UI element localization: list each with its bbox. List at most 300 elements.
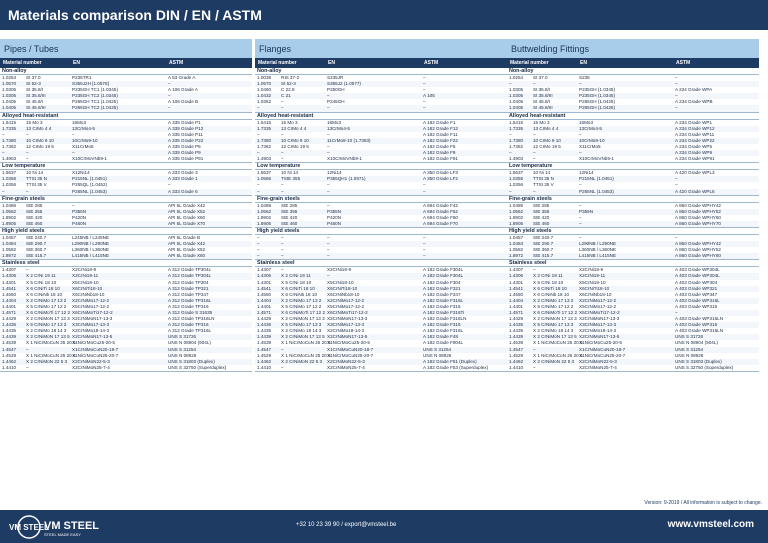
din-name: X 2 CrNi 19 11 [26,273,56,279]
astm-grade: A 860 Grade WPHY70 [675,220,721,226]
en-grade: – [579,220,582,226]
din-name: X 6 CrNiMoTi 17 12 2 [26,310,70,315]
din-name: – [533,188,536,194]
astm-grade: – [423,241,426,247]
material-number: 1.7380 [257,137,272,143]
astm-grade: A 694 Grade F60 [423,214,458,220]
en-grade: X2CrNiMo18-14-3 [579,328,617,334]
group-title: Fine-grain steels [0,196,252,203]
material-number: 1.0254 [509,75,524,80]
en-grade: 16Mo3 [327,119,342,125]
en-grade: – [72,202,75,208]
en-grade: 13CrMo4-5 [579,125,602,131]
astm-grade: A 403 Grade WP316LN [675,328,724,334]
table-row [507,253,759,259]
material-number: 1.0356 [509,182,524,188]
material-number: 1.8902 [257,214,272,220]
material-number: 1.7362 [2,143,17,149]
en-grade: P420N [327,214,342,220]
material-number: 1.0356 [509,176,524,182]
din-name: X 5 CrNiMo 17 12 2 [26,303,67,309]
material-number: 1.4439 [2,334,17,340]
column-header-label: ASTM [424,60,439,66]
astm-grade: A 234 Grade WPA [675,87,713,93]
en-grade: P460N [327,220,342,226]
din-name: X 1 NiCrMoCuN 25 20 5 [281,340,331,346]
astm-grade: A 403 Grade WP304L [675,273,720,279]
en-grade: X2CrNiMoN17-13-3 [72,316,113,322]
material-number: – [257,253,260,259]
din-name: – [26,131,29,137]
table-row [0,365,252,371]
din-name: X 2 CrNiMoN 17 13 3 [281,316,325,322]
contact-info[interactable]: +32 10 23 39 90 / export@vmsteel.be [296,522,397,528]
en-grade: X6CrNiTi18-10 [72,285,103,291]
en-grade: X2CrNiMoN17-13-5 [72,334,113,340]
din-name: StE 360.7 [26,247,47,253]
group-title: Non-alloy [0,68,252,75]
astm-grade: A 182 Grade F316Ti [423,310,465,315]
column-header [0,58,252,68]
material-number: 1.0582 [2,247,17,253]
astm-grade: A 106 Grade A [168,87,198,93]
material-number: 1.0432 [257,93,272,99]
material-number: – [2,131,5,137]
en-grade: S235JR [327,75,344,80]
astm-grade: A 182 Grade F316L [423,297,464,303]
astm-grade: A 234 Grade WP22 [675,137,715,143]
en-grade: – [579,182,582,188]
astm-grade: – [423,253,426,259]
material-group [0,113,252,164]
din-name: X 1 NiCrMoCuN 25 20 6 [533,352,583,358]
table-row [507,189,759,195]
en-grade: – [579,214,582,220]
en-grade: – [579,202,582,208]
din-name: X 6 CrNiNb 18 10 [533,291,570,297]
material-number: 1.0484 [2,241,17,247]
group-title: Alloyed heat-resistant [0,113,252,120]
material-group [0,228,252,260]
material-number: – [257,188,260,194]
din-name: – [281,131,284,137]
en-grade: – [327,188,330,194]
material-number: 1.4435 [2,328,17,334]
en-grade: – [327,131,330,137]
material-number: 1.4429 [2,316,17,322]
din-name: 12 CrMo 19 5 [281,143,309,149]
din-name: 10 Ni 14 [281,170,299,176]
din-name: TTSt 35 V [533,182,554,188]
en-grade: P355N [327,208,342,214]
en-grade: 16Mo3 [579,119,594,125]
din-name: StE 285 [533,202,550,208]
material-number: 1.4307 [2,267,17,273]
din-name: – [26,156,29,162]
din-name: – [281,99,284,105]
en-grade: – [327,202,330,208]
din-name: – [26,364,29,370]
astm-grade: A 182 Grade F321 [423,285,461,291]
material-number: 1.0038 [257,75,272,80]
din-name: X 6 CrNiMoTi 17 12 2 [533,310,577,315]
din-name: X 2 CrNiMo 17 13 2 [281,297,322,303]
material-group [0,68,252,113]
en-grade: X2CrNiMo17-12-2 [327,297,365,303]
en-grade: L415NB / L415NE [579,253,617,259]
astm-grade: – [675,234,678,240]
material-number: 1.0582 [509,247,524,253]
material-number: 1.0254 [2,75,17,80]
group-title: Stainless steel [0,260,252,267]
material-number: 1.0405 [509,105,524,111]
page-title: Materials comparison DIN / EN / ASTM [8,7,262,23]
en-grade: – [327,253,330,259]
table-row [255,253,507,259]
material-number: – [509,188,512,194]
material-number: 1.8905 [2,220,17,226]
astm-grade: API 5L Grade X70 [168,220,206,226]
din-name: TTSt 35 N [533,176,554,182]
astm-grade: A 105 [423,93,435,99]
din-name: St 45.8/I [26,99,44,105]
material-number: 1.4301 [509,279,524,285]
astm-grade: A 694 Grade F70 [423,220,458,226]
table-row [0,156,252,162]
material-number: 1.8905 [257,220,272,226]
din-name: – [26,150,29,156]
din-name: X 2 CrNiMo 18 14 3 [533,328,574,334]
group-title: Low temperature [0,163,252,170]
din-name: 15 Mo 3 [281,119,298,125]
table-row [507,221,759,227]
astm-grade: A 182 Grade F11 [423,131,458,137]
group-title: Fine-grain steels [507,196,759,203]
astm-grade: UNS S 31254 [168,346,197,352]
astm-grade: – [423,105,426,111]
astm-grade: API 5L Grade X42 [168,241,206,247]
material-group [255,163,507,195]
astm-grade: UNS S 31803 (Duplex) [168,358,215,364]
material-number: 1.8902 [2,214,17,220]
astm-grade: A 335 Grade P9 [168,150,201,156]
en-grade: X1NiCrMoCuN25-20-7 [579,352,626,358]
astm-grade: A 234 Grade WP91 [675,156,715,162]
en-grade: – [327,150,330,156]
astm-grade: UNS S 31803 (Duplex) [675,358,722,364]
astm-grade: API 5L Grade X42 [168,202,206,208]
material-number: 1.4547 [509,346,524,352]
material-number: 1.4903 [2,156,17,162]
material-number: 1.8972 [509,253,524,259]
din-name: – [533,131,536,137]
material-number: 1.4903 [509,156,524,162]
din-name: – [281,346,284,352]
en-grade: S235 [579,75,590,80]
din-name: St 52-3 [26,81,41,87]
material-group [255,113,507,164]
din-name: – [281,267,284,273]
material-number: 1.7362 [509,143,524,149]
astm-grade: A 335 Grade P12 [168,125,204,131]
din-name: 12 CrMo 19 5 [533,143,561,149]
en-grade: – [327,105,330,111]
din-name: 10 Ni 14 [533,170,551,176]
din-name: X 2 CrNiMoN 22 5 3 [281,358,323,364]
astm-grade: A 860 Grade WPHY52 [675,208,721,214]
astm-grade: A 420 Grade WPL3 [675,170,715,176]
astm-grade: A 403 Grade WP321 [675,285,718,291]
material-number: 1.4439 [509,334,524,340]
en-grade: 12Ni14 [579,170,594,176]
din-name: StE 415.7 [533,253,554,259]
en-grade: L360NB / L360NE [579,247,617,253]
astm-grade: A 182 Grade F22 [423,137,458,143]
astm-grade: A 335 Grade P22 [168,137,204,143]
din-name: X 2 CrNiMo 18 14 3 [26,328,67,334]
en-grade: X1NiCrMoCuN25-20-7 [72,352,119,358]
din-name: St 37.0 [533,75,548,80]
astm-grade: API 5L Grade X60 [168,253,206,259]
en-grade: L290NB / L290NE [72,241,110,247]
din-name: X 2 CrNiMoN 17 13 5 [533,334,577,340]
logo-name: VM STEEL [44,520,100,532]
din-name: X 1 NiCrMoCuN 25 20 6 [281,352,331,358]
en-grade: X6CrNiNb18-10 [72,291,105,297]
din-name: StE 240.7 [533,234,554,240]
en-grade: X1NiCrMoCu25-20-5 [327,340,370,346]
en-grade: X2CrNiMoN17-13-3 [327,316,368,322]
column-header [255,58,507,68]
en-grade: S355J2 (1.0577) [327,81,361,87]
astm-grade: – [168,93,171,99]
astm-grade: – [675,105,678,111]
astm-grade: A 860 Grade WPHY60 [675,214,721,220]
en-grade: – [327,234,330,240]
group-title: Fine-grain steels [255,196,507,203]
material-number: 1.4439 [257,334,272,340]
material-number: 1.4462 [509,358,524,364]
astm-grade: UNS S 31726 [168,334,197,340]
material-number: 1.7380 [509,137,524,143]
material-number: 1.0457 [509,234,524,240]
table-row [255,156,507,162]
group-title: Non-alloy [255,68,507,75]
din-name: X 2 CrNiMoN 17 13 5 [26,334,70,340]
astm-grade: A 333 Grade 1 [168,176,198,182]
en-grade: 12Ni14 [327,170,342,176]
material-number: 1.4429 [257,316,272,322]
en-grade: P460N [72,220,87,226]
table-row [0,221,252,227]
din-name: – [281,234,284,240]
group-title: Low temperature [255,163,507,170]
din-name: X 5 CrNi 18 10 [281,279,312,285]
astm-grade: A 403 Grade WP316LN [675,316,724,322]
group-title: Non-alloy [507,68,759,75]
din-name: X 2 CrNiMoN 22 5 3 [533,358,575,364]
din-name: X 6 CrNiMoTi 17 12 2 [281,310,325,315]
en-grade: X2CrNiMoN22-5-3 [72,358,110,364]
astm-grade: A 234 Grade WP9 [675,150,713,156]
en-grade: – [327,182,330,188]
column-header-label: ASTM [676,60,691,66]
logo-mark-text: VM STEEL [8,523,50,532]
din-name: – [26,188,29,194]
din-name: StE 355 [533,208,550,214]
din-name: StE 420 [281,214,298,220]
din-name: X 6 CrNiTi 18 10 [26,285,60,291]
din-name: 13 CrMo 4 4 [281,125,307,131]
din-name: – [533,81,536,87]
group-title: High yield steels [255,228,507,235]
en-grade: L415NB / L415NE [72,253,110,259]
astm-grade: – [423,99,426,105]
vm-steel-logo [8,514,106,540]
astm-grade: A 403 Grade WP304 [675,279,718,285]
material-number: 1.0356 [2,182,17,188]
material-number: 1.0484 [509,241,524,247]
material-number: 1.5637 [2,170,17,176]
din-name: StE 360.7 [533,247,554,253]
din-name: St 35.8/I [533,87,551,93]
material-number: 1.0305 [509,93,524,99]
material-number: 1.0562 [509,208,524,214]
din-name: StE 420 [533,214,550,220]
din-name: X 2 CrNiMo 18 14 3 [281,328,322,334]
en-grade: X10CrMoVNb9-1 [72,156,107,162]
en-grade: X6CrNiMoTi17-12-2 [579,310,620,315]
material-number: 1.0486 [257,202,272,208]
din-name: St 35.8/I [26,87,44,93]
material-number: 1.4529 [2,352,17,358]
din-name: RSt 37-2 [281,75,300,80]
astm-grade: A 182 Grade F48 [423,334,458,340]
en-grade: – [327,241,330,247]
astm-grade: A 335 Grade P11 [168,131,203,137]
en-grade: P255QL (1.0452) [72,182,108,188]
material-number: 1.0405 [509,99,524,105]
astm-grade: A 182 Grade F12 [423,125,458,131]
material-number: 1.8972 [2,253,17,259]
material-number: 1.4410 [257,364,272,370]
din-name: X 2 CrNiMo 17 13 2 [26,297,67,303]
en-grade: P355N [72,208,87,214]
material-number: 1.4541 [2,285,17,291]
material-group [507,228,759,260]
astm-grade: UNS N 08904 (904L) [168,340,211,346]
material-group [507,163,759,195]
en-grade: P245GH [327,99,345,105]
group-title: Stainless steel [507,260,759,267]
din-name: X 1 NiCrMoCuN 25 20 5 [26,340,76,346]
din-name: – [281,182,284,188]
astm-grade: UNS S 32750 (Superduplex) [675,364,734,370]
en-grade: P215NL (1.0451) [579,176,614,182]
astm-grade: A 350 Grade LF3 [423,170,458,176]
din-name: 10 CrMo 9 10 [281,137,309,143]
en-grade: 10CrMo9-10 [72,137,98,143]
din-name: X 1 NiCrMoCuN 25 20 6 [26,352,76,358]
astm-grade: A 234 Grade WP12 [675,125,715,131]
material-group [255,260,507,372]
din-name: X 5 CrNiMo 17 13 3 [26,322,67,328]
material-number: 1.5415 [2,119,17,125]
en-grade: X2CrNi19-11 [579,273,606,279]
material-number: 1.4435 [257,328,272,334]
en-grade: X5CrNiMo17-12-2 [72,303,110,309]
en-grade: X2CrNiMoN17-13-3 [579,316,620,322]
astm-grade: A 312 Grade TP304L [168,273,212,279]
en-grade: P235GH TC1 (1.0345) [72,87,118,93]
en-grade: X2CrNiMoN17-13-5 [579,334,620,340]
material-number: 1.0305 [2,87,17,93]
en-grade: X1CrNiMoCuN20-18-7 [72,346,119,352]
material-number: 1.0486 [2,202,17,208]
material-number: – [257,182,260,188]
material-number: 1.0405 [2,105,17,111]
astm-grade: – [168,182,171,188]
din-name: St 35.8/III [533,93,553,99]
astm-grade: A 312 Grade TP316L [168,328,212,334]
astm-grade: A 333 Grade 6 [168,188,198,194]
astm-grade: A 182 Grade F5 [423,143,456,149]
din-name: X 6 CrNiTi 18 10 [281,285,315,291]
en-grade: X6CrNiMoTi17-12-2 [72,310,113,315]
din-name: StE 290.7 [533,241,554,247]
en-grade: X3CrNiMo17-13-3 [327,322,365,328]
material-number: – [257,105,260,111]
en-grade: 13CrMo4-5 [327,125,350,131]
din-name: TTSt 35 V [26,182,47,188]
din-name: St 52-3 [281,81,296,87]
din-name: 15 Mo 3 [26,119,43,125]
en-grade: – [579,131,582,137]
en-grade: 11CrMo9-10 (1.7383) [327,137,371,143]
din-name: X 5 CrNiMo 17 12 2 [281,303,322,309]
en-grade: L245NB / L245NE [72,234,110,240]
din-name: StE 355 [281,208,298,214]
logo-tagline: STEEL MADE EASY [44,532,81,537]
din-name: X 5 CrNiMo 17 13 3 [533,322,574,328]
material-group [255,196,507,228]
en-grade: P235GH (1.0345) [579,87,616,93]
en-grade: X2CrNiMo18-14-3 [72,328,110,334]
material-number: – [257,247,260,253]
material-group [0,196,252,228]
astm-grade: A 182 Grade F53 (Superduplex) [423,364,489,370]
en-grade: X2CrNiMoN17-13-5 [327,334,368,340]
astm-grade: A 403 Grade WP316 [675,303,718,309]
astm-grade: A 312 Grade TP347 [168,291,209,297]
din-name: 13 CrMo 4 4 [26,125,52,131]
astm-grade: A 860 Grade WPHY42 [675,241,721,247]
material-number: 1.4436 [257,322,272,328]
website-link[interactable]: www.vmsteel.com [667,519,754,530]
din-name: StE 285 [26,202,43,208]
table-row [507,105,759,111]
column-header-label: Material number [510,60,549,66]
en-grade: 13CrMo4-5 [72,125,95,131]
en-grade: L290NB / L290NE [579,241,617,247]
material-number: 1.4401 [2,303,17,309]
astm-grade: – [423,247,426,253]
astm-grade: A 234 Grade WP5 [675,143,713,149]
material-number: 1.4539 [509,340,524,346]
en-grade: X2CrNiMo18-14-3 [327,328,365,334]
material-number: – [257,131,260,137]
din-name: StE 460 [533,220,550,226]
